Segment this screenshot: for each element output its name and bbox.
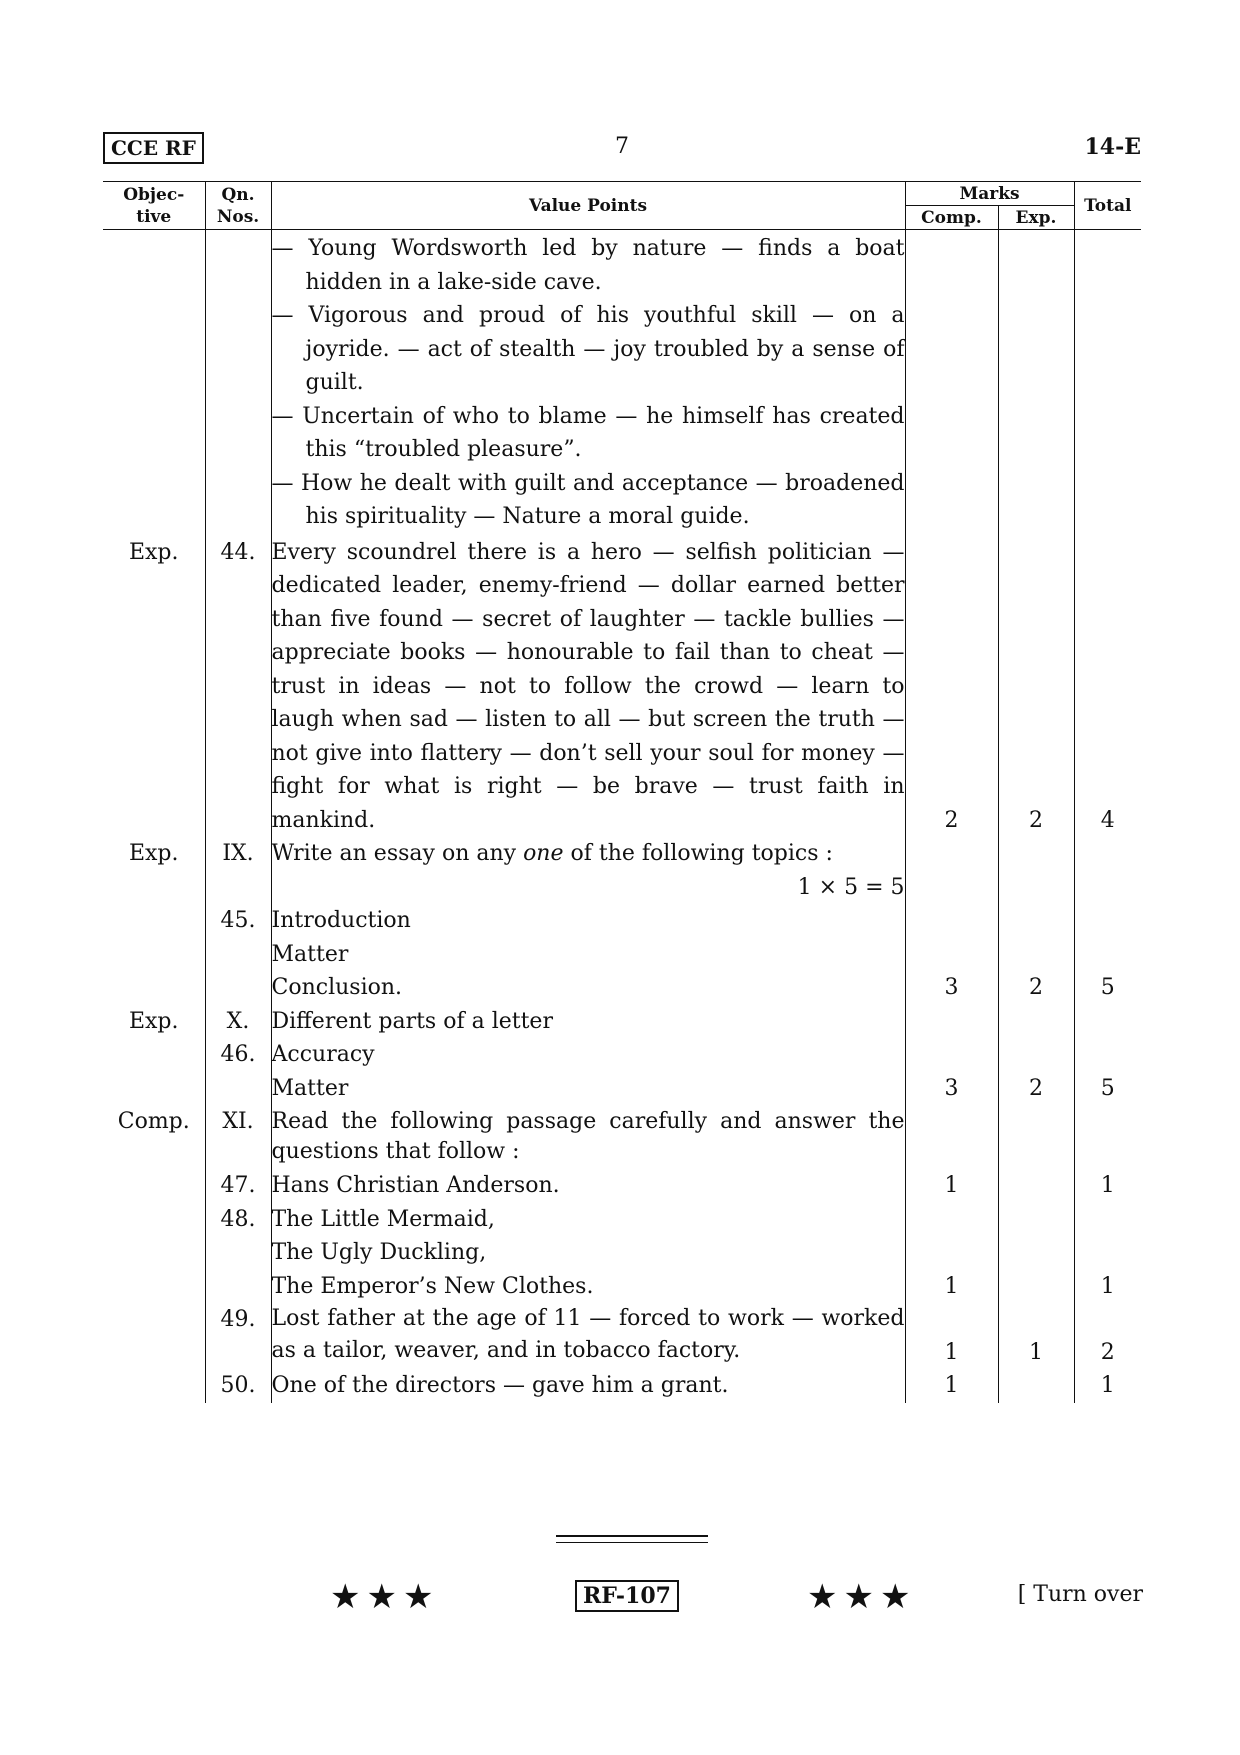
objective-cell: Exp. [128,841,179,866]
comp-cell: 1 [905,1369,998,1403]
value-points-table [103,181,1141,1403]
value-point: The Ugly Duckling, [271,1240,487,1265]
comp-cell: 3 [905,904,998,1005]
exp-cell: 2 [998,1038,1074,1105]
value-point: Accuracy [271,1042,375,1067]
section-instruction: Read the following passage carefully and answer the questions that follow : [271,1109,905,1164]
objective-cell [103,1038,205,1105]
exp-cell: 1 [998,1303,1074,1369]
page-header [103,132,1141,166]
qn-cell: 48. [205,1203,271,1304]
instruction-text: Write an essay on any [271,841,524,866]
value-point: Introduction [271,908,411,933]
value-points-cell [271,1169,905,1203]
value-point: — Uncertain of who to blame — he himself has created this “troubled pleasure”. [271,403,905,462]
comp-cell [905,230,998,536]
qn-cell [205,230,271,536]
value-point: Lost father at the age of 11 — forced to work — worked as a tailor, weaver, and in tobacco factory. [271,1306,905,1363]
objective-cell [103,1369,205,1403]
header-marks: Marks [905,182,1074,206]
total-cell [1074,230,1141,536]
double-rule-divider [556,1535,708,1543]
objective-cell: Exp. [128,1008,179,1034]
instruction-emphasis: one [523,841,564,866]
comp-cell: 2 [905,536,998,838]
value-points-cell [271,230,905,536]
section-instruction: Different parts of a letter [271,1008,553,1034]
turn-over-text: [ Turn over [1017,1582,1143,1607]
header-total: Total [1074,182,1141,230]
total-cell: 5 [1074,1038,1141,1105]
table-row [103,1203,1141,1304]
total-cell: 5 [1074,904,1141,1005]
comp-cell: 3 [905,1038,998,1105]
header-comp: Comp. [905,206,998,230]
value-points-cell [271,1369,905,1403]
paper-code: 14-E [1084,134,1141,160]
value-point: — Vigorous and proud of his youthful skill — on a joyride. — act of stealth — joy troubled by a sense of guilt. [271,303,905,395]
header-qn-nos: Qn. Nos. [205,182,271,230]
header-exp: Exp. [998,206,1074,230]
stars-left-icon: ★★★ [330,1577,440,1617]
comp-cell: 1 [905,1303,998,1369]
instruction-text: of the following topics : [563,841,833,866]
value-point: One of the directors — gave him a grant. [271,1373,729,1398]
qn-cell: XI. [205,1105,271,1169]
table-row [103,837,1141,904]
value-points-cell [271,536,905,838]
marks-formula: 1 × 5 = 5 [797,874,905,900]
value-points-cell [271,837,905,904]
value-point: Conclusion. [271,975,403,1000]
total-cell: 1 [1074,1369,1141,1403]
stars-right-icon: ★★★ [807,1577,917,1617]
qn-cell: 46. [205,1038,271,1105]
objective-cell [103,1169,205,1203]
table-row [103,536,1141,838]
comp-cell: 1 [905,1203,998,1304]
value-points-cell [271,1038,905,1105]
value-point: The Little Mermaid, [271,1206,495,1232]
table-row [103,1303,1141,1369]
qn-cell: IX. [205,837,271,904]
comp-cell: 1 [905,1169,998,1203]
total-cell: 4 [1074,536,1141,838]
exp-cell [998,230,1074,536]
qn-cell: 44. [205,536,271,838]
objective-cell: Comp. [117,1109,190,1134]
table-row [103,1369,1141,1403]
value-point: Every scoundrel there is a hero — selfish politician — dedicated leader, enemy-friend — dollar earned better than five found — secret of laughter — tackle bullies — appreciate books — honourable to fail than to cheat — trust in ideas — not to follow the crowd — learn to laugh when sad — listen to all — but screen the truth — not give into flattery — don’t sell your soul for money — fight for what is right — be brave — trust faith in mankind. [271,539,905,833]
header-objective: Objec- tive [103,182,205,230]
value-point: Hans Christian Anderson. [271,1173,560,1198]
objective-cell: Exp. [128,539,179,565]
subject-code: CCE RF [103,132,204,164]
total-cell: 1 [1074,1169,1141,1203]
footer-code: RF-107 [575,1580,679,1612]
exp-cell: 2 [998,904,1074,1005]
qn-cell: 49. [205,1303,271,1369]
value-point: Matter [271,941,349,967]
section-instruction [272,837,905,871]
table-row [103,904,1141,1005]
exp-cell: 2 [998,536,1074,838]
objective-cell [103,1303,205,1369]
value-point: — Young Wordsworth led by nature — finds a boat hidden in a lake-side cave. [271,236,905,295]
exp-cell [998,1169,1074,1203]
qn-cell: 50. [205,1369,271,1403]
value-points-cell [271,1005,905,1039]
page-footer [0,1575,1240,1619]
objective-cell [103,230,205,536]
table-row [103,1038,1141,1105]
exp-cell [998,1369,1074,1403]
table-row [103,1105,1141,1169]
objective-cell [103,1203,205,1304]
header-value-points: Value Points [271,182,905,230]
value-point: The Emperor’s New Clothes. [271,1273,594,1299]
table-row [103,230,1141,536]
page-number: 7 [615,134,629,159]
value-point: Matter [271,1075,349,1101]
value-points-cell [271,1303,905,1369]
value-point: — How he dealt with guilt and acceptance — broadened his spirituality — Nature a moral guide. [271,470,905,529]
qn-cell: 45. [205,904,271,1005]
objective-cell [103,904,205,1005]
table-row [103,1169,1141,1203]
value-points-cell [271,904,905,1005]
table-row [103,1005,1141,1039]
exp-cell [998,1203,1074,1304]
total-cell: 1 [1074,1203,1141,1304]
total-cell: 2 [1074,1303,1141,1369]
value-points-cell [271,1203,905,1304]
value-points-cell [271,1105,905,1169]
qn-cell: 47. [205,1169,271,1203]
qn-cell: X. [205,1005,271,1039]
